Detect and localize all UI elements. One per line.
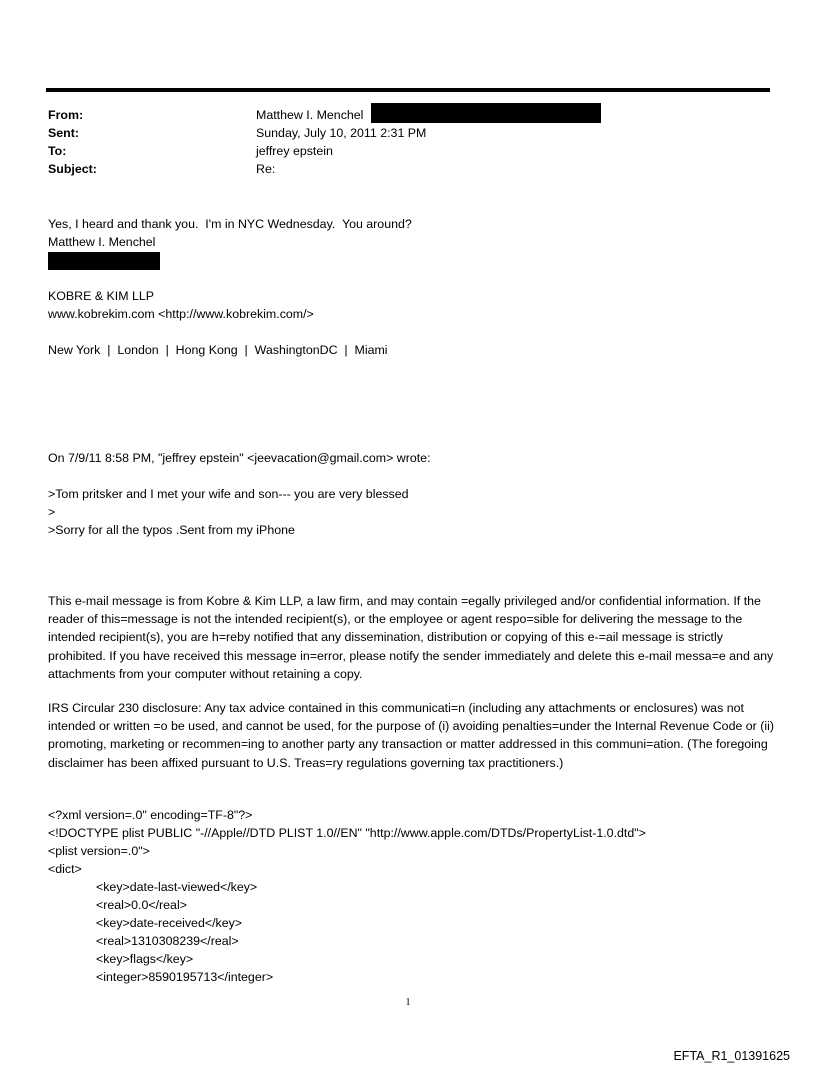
xml-line: <plist version=.0"> bbox=[48, 844, 150, 858]
xml-line: <key>flags</key> bbox=[96, 952, 194, 966]
redaction-box bbox=[48, 252, 160, 270]
xml-line: <key>date-received</key> bbox=[96, 916, 243, 930]
xml-line: <?xml version=.0" encoding=TF-8"?> bbox=[48, 808, 253, 822]
irs-disclaimer: IRS Circular 230 disclosure: Any tax advice contained in this communicati=n (including any attachments or enclosures) was not intended or written =o be used, and cannot be used, for the purpose of (i) avoiding penalties=under the Internal Revenue Code or (ii) promoting, marketing or recommen=ing to another party any transaction or matter addressed in this communi=ation. (The foregoing disclaimer has been affixed pursuant to U.S. Treas=ry regulations governing tax practitioners.) bbox=[48, 701, 775, 770]
from-value bbox=[256, 106, 363, 124]
reply-body bbox=[48, 215, 778, 269]
sent-row bbox=[48, 124, 768, 142]
reply-text: Yes, I heard and thank you. I'm in NYC Wednesday. You around? bbox=[48, 217, 412, 231]
subject-label: Subject: bbox=[48, 162, 97, 176]
from-name: Matthew I. Menchel bbox=[256, 108, 364, 122]
subject-value: Re: bbox=[256, 162, 276, 176]
xml-line: <real>0.0</real> bbox=[96, 898, 187, 912]
signature-redacted bbox=[48, 251, 778, 269]
xml-line: <dict> bbox=[48, 862, 82, 876]
plist-xml bbox=[48, 806, 778, 986]
quoted-message bbox=[48, 449, 778, 539]
bates-number: EFTA_R1_01391625 bbox=[673, 1049, 790, 1063]
header-rule bbox=[46, 88, 770, 92]
quote-line: >Sorry for all the typos .Sent from my iPhone bbox=[48, 523, 295, 537]
subject-row bbox=[48, 160, 768, 178]
xml-line: <!DOCTYPE plist PUBLIC "-//Apple//DTD PLIST 1.0//EN" "http://www.apple.com/DTDs/PropertyList-1.0.dtd"> bbox=[48, 826, 646, 840]
sent-label: Sent: bbox=[48, 126, 79, 140]
xml-line: <integer>8590195713</integer> bbox=[96, 970, 274, 984]
page-number: 1 bbox=[405, 997, 411, 1008]
xml-line: <key>date-last-viewed</key> bbox=[96, 880, 258, 894]
xml-line: <real>1310308239</real> bbox=[96, 934, 239, 948]
to-value: jeffrey epstein bbox=[256, 144, 333, 158]
firm-name: KOBRE & KIM LLP bbox=[48, 289, 155, 303]
to-label: To: bbox=[48, 144, 67, 158]
redaction-box bbox=[371, 103, 601, 123]
from-row bbox=[48, 106, 768, 124]
signature-name: Matthew I. Menchel bbox=[48, 235, 156, 249]
quote-intro: On 7/9/11 8:58 PM, "jeffrey epstein" <jeevacation@gmail.com> wrote: bbox=[48, 451, 431, 465]
signature-block bbox=[48, 287, 778, 359]
to-row bbox=[48, 142, 768, 160]
office-list: New York | London | Hong Kong | WashingtonDC | Miami bbox=[48, 343, 388, 357]
quote-line: >Tom pritsker and I met your wife and son--- you are very blessed bbox=[48, 487, 409, 501]
sent-value: Sunday, July 10, 2011 2:31 PM bbox=[256, 126, 427, 140]
quote-line: > bbox=[48, 505, 56, 519]
from-label: From: bbox=[48, 108, 84, 122]
email-header bbox=[48, 106, 768, 178]
firm-website: www.kobrekim.com <http://www.kobrekim.com/> bbox=[48, 307, 314, 321]
confidentiality-disclaimer: This e-mail message is from Kobre & Kim LLP, a law firm, and may contain =egally privileged and/or confidential information. If the reader of this=message is not the intended recipient(s), or the employee or agent respo=sible for delivering the message to the intended recipient(s), you are h=reby notified that any dissemination, distribution or copying of this e-=ail message is strictly prohibited. If you have received this message in=error, please notify the sender immediately and delete this e-mail messa=e and any attachments from your computer without retaining a copy. bbox=[48, 594, 774, 681]
